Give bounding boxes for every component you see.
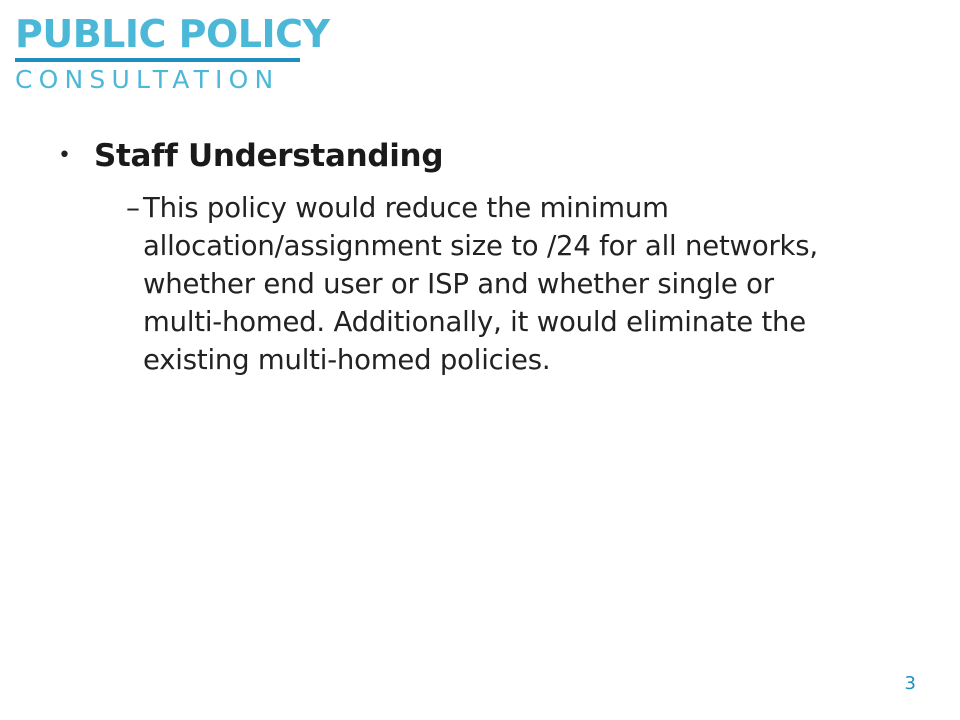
logo-divider [15,58,300,62]
slide-content [58,132,918,379]
logo-subtitle: CONSULTATION [15,65,280,94]
body-paragraph: This policy would reduce the minimum allocation/assignment size to /24 for all networks, whether end user or ISP and whether single or multi-homed. Additionally, it would eliminate the existing multi-homed policies. [143,192,818,376]
slide-heading: Staff Understanding [94,138,444,174]
bullet-icon: • [58,143,71,168]
sub-bullet-item [126,189,918,379]
bullet-item [58,132,918,180]
logo-title: PUBLIC POLICY [15,12,330,56]
public-policy-consultation-logo [15,12,330,94]
page-number: 3 [904,673,916,694]
dash-icon: – [126,191,140,224]
